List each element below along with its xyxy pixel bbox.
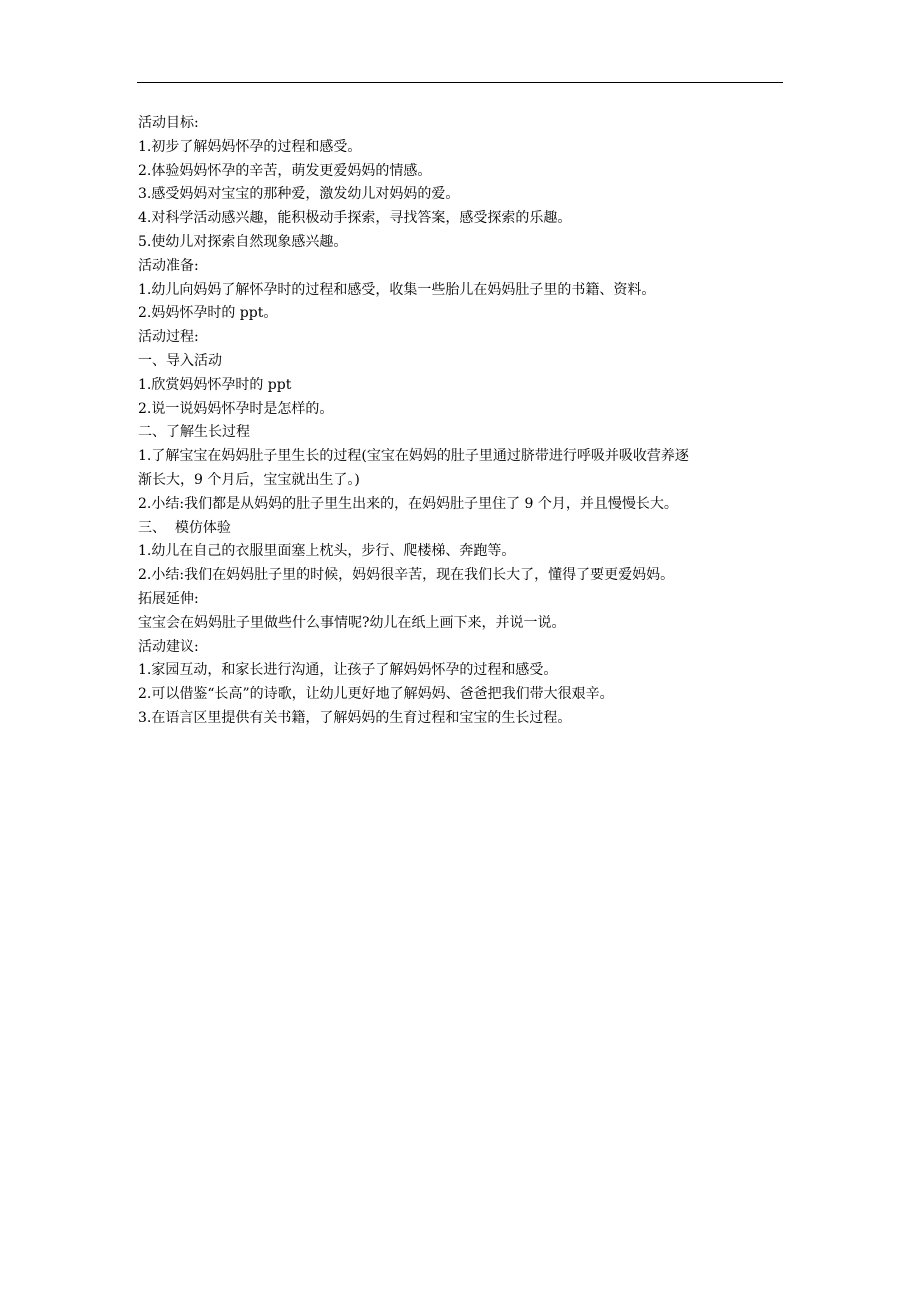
goal-item-1: 1.初步了解妈妈怀孕的过程和感受。 bbox=[138, 138, 362, 155]
goal-item-3: 3.感受妈妈对宝宝的那种爱，激发幼儿对妈妈的爱。 bbox=[138, 186, 460, 203]
suggestion-item-1: 1.家园互动，和家长进行沟通，让孩子了解妈妈怀孕的过程和感受。 bbox=[138, 662, 558, 679]
process-subheading-2: 二、了解生长过程 bbox=[138, 424, 250, 441]
document-body bbox=[138, 112, 798, 731]
preparation-item-2: 2.妈妈怀孕时的 ppt。 bbox=[138, 305, 278, 322]
process-subheading-1: 一、导入活动 bbox=[138, 352, 222, 369]
process-2-item-1-line-1: 1.了解宝宝在妈妈肚子里生长的过程(宝宝在妈妈的肚子里通过脐带进行呼吸并吸收营养逐 bbox=[138, 448, 689, 465]
goal-item-4: 4.对科学活动感兴趣，能积极动手探索，寻找答案，感受探索的乐趣。 bbox=[138, 210, 572, 227]
preparation-item-1: 1.幼儿向妈妈了解怀孕时的过程和感受，收集一些胎儿在妈妈肚子里的书籍、资料。 bbox=[138, 281, 656, 298]
process-1-item-2: 2.说一说妈妈怀孕时是怎样的。 bbox=[138, 400, 334, 417]
header-rule bbox=[137, 82, 783, 83]
section-heading-suggestions: 活动建议: bbox=[138, 638, 199, 655]
section-heading-preparation: 活动准备: bbox=[138, 257, 199, 274]
section-heading-goals: 活动目标: bbox=[138, 115, 199, 131]
process-3-item-2: 2.小结:我们在妈妈肚子里的时候，妈妈很辛苦，现在我们长大了，懂得了要更爱妈妈。 bbox=[138, 567, 675, 584]
section-heading-extension: 拓展延伸: bbox=[138, 590, 199, 607]
process-2-item-1-line-2: 渐长大，9 个月后，宝宝就出生了。) bbox=[138, 471, 360, 488]
section-heading-process: 活动过程: bbox=[138, 329, 199, 346]
goal-item-2: 2.体验妈妈怀孕的辛苦，萌发更爱妈妈的情感。 bbox=[138, 162, 432, 179]
process-3-item-1: 1.幼儿在自己的衣服里面塞上枕头，步行、爬楼梯、奔跑等。 bbox=[138, 543, 516, 560]
suggestion-item-2: 2.可以借鉴“长高”的诗歌，让幼儿更好地了解妈妈、爸爸把我们带大很艰辛。 bbox=[138, 686, 614, 703]
process-subheading-3: 三、 模仿体验 bbox=[138, 519, 231, 536]
extension-text: 宝宝会在妈妈肚子里做些什么事情呢?幼儿在纸上画下来，并说一说。 bbox=[138, 614, 566, 631]
process-2-item-2: 2.小结:我们都是从妈妈的肚子里生出来的，在妈妈肚子里住了 9 个月，并且慢慢长大。 bbox=[138, 495, 678, 512]
process-1-item-1: 1.欣赏妈妈怀孕时的 ppt bbox=[138, 376, 292, 393]
suggestion-item-3: 3.在语言区里提供有关书籍，了解妈妈的生育过程和宝宝的生长过程。 bbox=[138, 709, 572, 726]
goal-item-5: 5.使幼儿对探索自然现象感兴趣。 bbox=[138, 233, 348, 250]
